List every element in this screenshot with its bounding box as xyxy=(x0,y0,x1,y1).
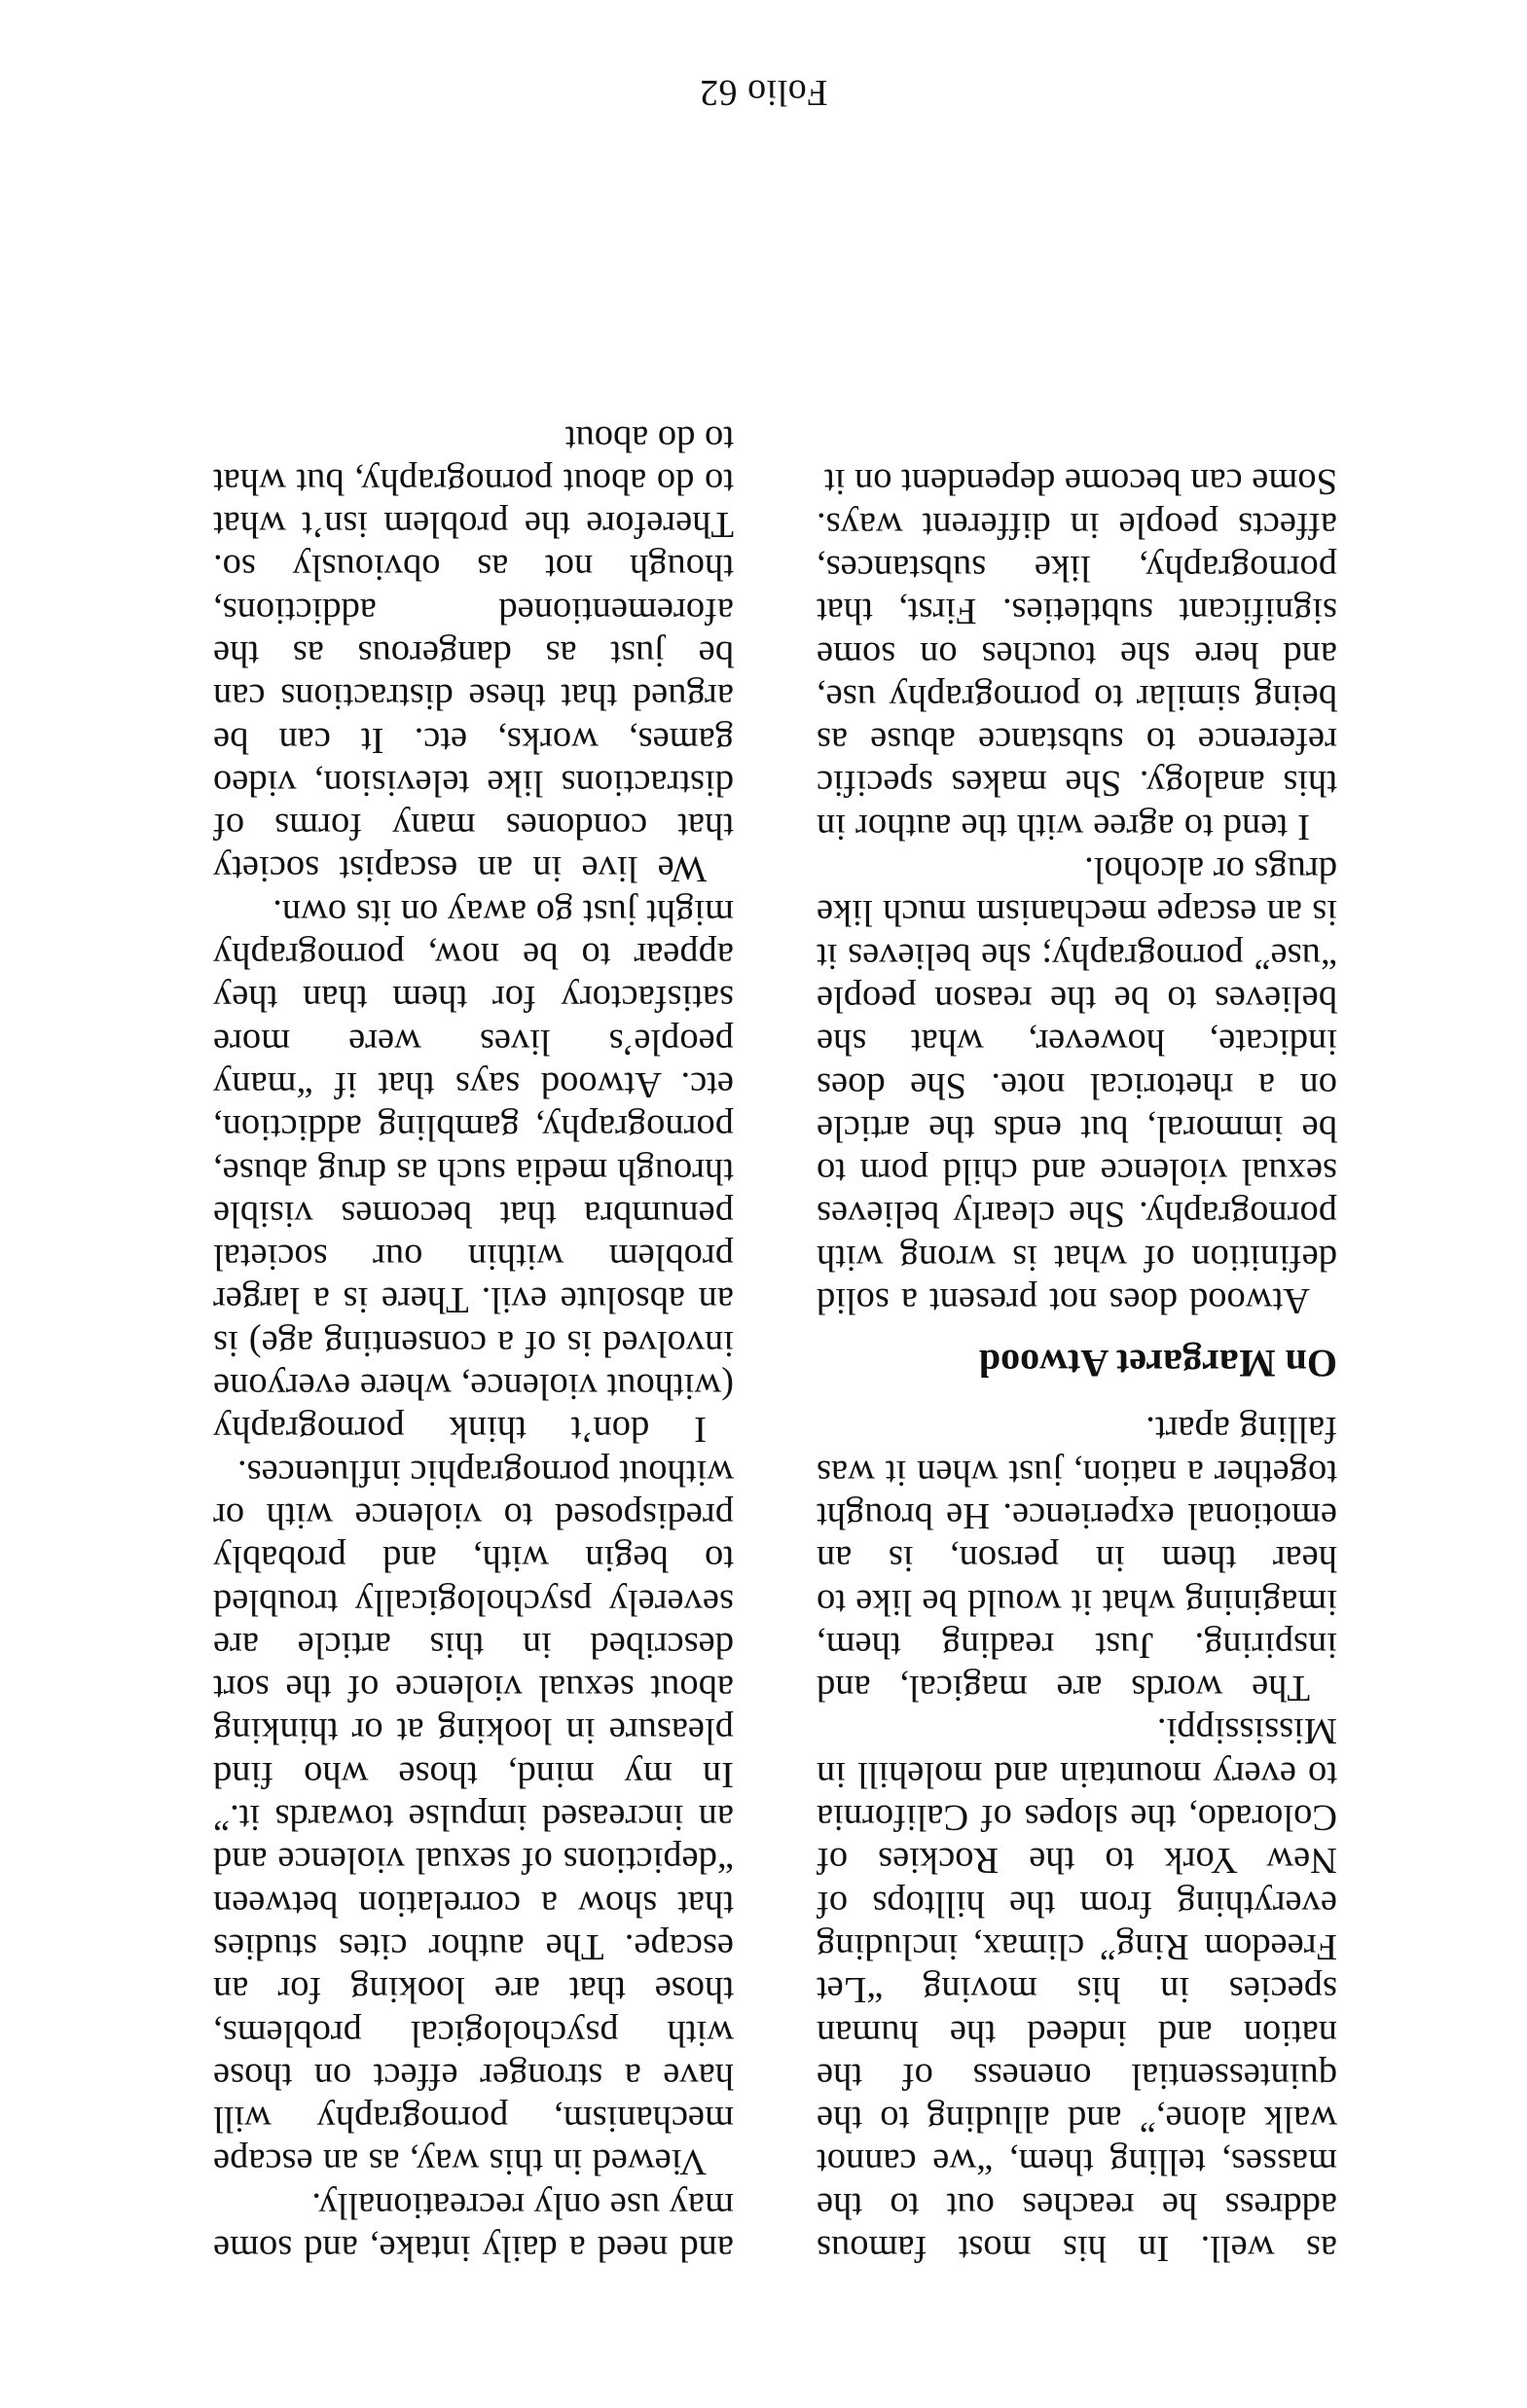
folio-page-number: Folio 62 xyxy=(699,72,828,113)
paragraph: I tend to agree with the author in this analogy. She makes specific reference to substance abuse as being similar to pornography use, and here she touches on some significant subtleties. First, that pornography, like substances, affects people in different ways. Some can become dependent on it xyxy=(817,461,1337,847)
left-column xyxy=(817,324,1337,2270)
paragraph: Viewed in this way, as an escape mechanism, pornography will have a stronger effect on those with psychological problems, those that are looking for an escape. The author cites studies that show a correlation between “depictions of sexual violence and an increased impulse towards it.” In my mind, those who find pleasure in looking at or thinking about sexual violence of the sort described in this article are severely psychologically troubled to begin with, and probably predisposed to violence with or without pornographic influences. xyxy=(213,1452,734,2183)
paragraph: and need a daily intake, and some may use only recreationally. xyxy=(213,2184,734,2269)
paragraph: The words are magical, and inspiring. Just reading them, imagining what it would be like to hear them in person, is an emotional experience. He brought together a nation, just when it was falling apart. xyxy=(817,1409,1337,1709)
paragraph: as well. In his most famous address he reaches out to the masses, telling them, “we cannot walk alone,” and alluding to the quintessential oneness of the nation and indeed the human species in his moving “Let Freedom Ring” climax, including everything from the hilltops of New York to the Rockies of Colorado, the slopes of California to every mountain and molehill in Mississippi. xyxy=(817,1710,1337,2269)
paragraph: I don’t think pornography (without violence, where everyone involved is of a consenting age) is an absolute evil. There is a larger problem within our societal penumbra that becomes visible through media such as drug abuse, pornography, gambling addiction, etc. Atwood says that if “many people’s lives were more satisfactory for them than they appear to be now, pornography might just go away on its own. xyxy=(213,891,734,1451)
section-heading: On Margaret Atwood xyxy=(978,1342,1337,1386)
right-column xyxy=(213,324,734,2270)
paragraph: We live in an escapist society that condones many forms of distractions like television, video games, works, etc. It can be argued that these distractions can be just as dangerous as the aforementioned addictions, though not as obviously so. Therefore the problem isn’t what to do about pornography, but what to do about xyxy=(213,417,734,890)
paragraph: Atwood does not present a solid definition of what is wrong with pornography. She clearly believes sexual violence and child porn to be immoral, but ends the article on a rhetorical note. She does indicate, however, what she believes to be the reason people “use” pornography; she believes it is an escape mechanism much like drugs or alcohol. xyxy=(817,849,1337,1322)
